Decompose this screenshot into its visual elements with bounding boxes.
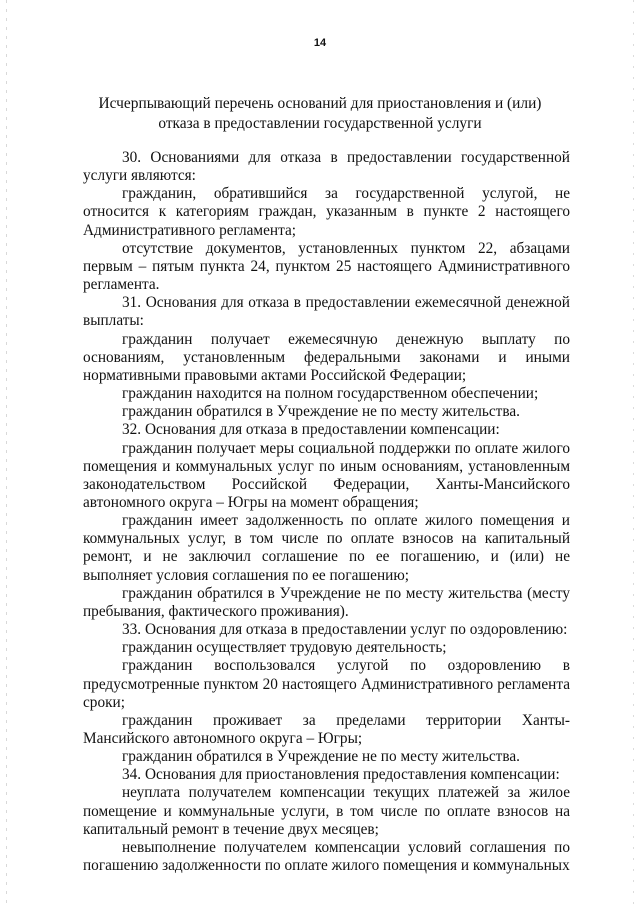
section-heading [80, 94, 560, 134]
paragraph: гражданин проживает за пределами территории Ханты-Мансийского автономного округа – Югры; [83, 711, 570, 747]
paragraph-34: 34. Основания для приостановления предоставления компенсации: [122, 766, 560, 784]
paragraph: гражданин, обратившийся за государственной услугой, не относится к категориям граждан, указанным в пункте 2 настоящего Административного регламента; [83, 185, 570, 239]
paragraph: гражданин воспользовался услугой по оздоровлению в предусмотренные пунктом 20 настоящего Административного регламента сроки; [83, 657, 570, 711]
heading-line-2: отказа в предоставлении государственной услуги [158, 115, 482, 132]
page-number: 14 [313, 37, 327, 49]
paragraph: гражданин обратился в Учреждение не по месту жительства. [122, 748, 521, 766]
paragraph-33: 33. Основания для отказа в предоставлении услуг по оздоровлению: [122, 621, 568, 639]
paragraph: гражданин находится на полном государственном обеспечении; [122, 385, 539, 403]
paragraph: гражданин имеет задолженность по оплате жилого помещения и коммунальных услуг, в том числе по оплате взносов на капитальный ремонт, и не заключил соглашение по ее погашению, и (или) не выполняет условия соглашения по ее погашению; [83, 512, 570, 584]
scan-edge-right [633, 0, 634, 905]
paragraph: неуплата получателем компенсации текущих платежей за жилое помещение и коммунальные услуги, в том числе по оплате взносов на капитальный ремонт в течение двух месяцев; [83, 784, 570, 838]
paragraph: невыполнение получателем компенсации условий соглашения по погашению задолженности по оплате жилого помещения и коммунальных [83, 838, 570, 875]
scan-edge-left [6, 0, 7, 905]
paragraph: гражданин осуществляет трудовую деятельность; [122, 639, 447, 657]
body-text [83, 149, 570, 875]
paragraph: гражданин обратился в Учреждение не по месту жительства (месту пребывания, фактического проживания). [83, 584, 570, 620]
paragraph-30: 30. Основаниями для отказа в предоставлении государственной услуги являются: [83, 149, 570, 185]
paragraph-31: 31. Основания для отказа в предоставлении ежемесячной денежной выплаты: [83, 294, 570, 330]
paragraph: отсутствие документов, установленных пунктом 22, абзацами первым – пятым пункта 24, пунктом 25 настоящего Административного регламента. [83, 239, 570, 294]
heading-line-1: Исчерпывающий перечень оснований для приостановления и (или) [98, 95, 542, 112]
paragraph: гражданин обратился в Учреждение не по месту жительства. [122, 403, 521, 421]
paragraph: гражданин получает ежемесячную денежную выплату по основаниям, установленным федеральными законами и иными нормативными правовыми актами Российской Федерации; [83, 330, 570, 384]
paragraph-32: 32. Основания для отказа в предоставлении компенсации: [122, 421, 500, 439]
paragraph: гражданин получает меры социальной поддержки по оплате жилого помещения и коммунальных услуг по иным основаниям, установленным законодательством Российской Федерации, Ханты-Мансийского автономного округа – Югры на момент обращения; [83, 439, 570, 511]
